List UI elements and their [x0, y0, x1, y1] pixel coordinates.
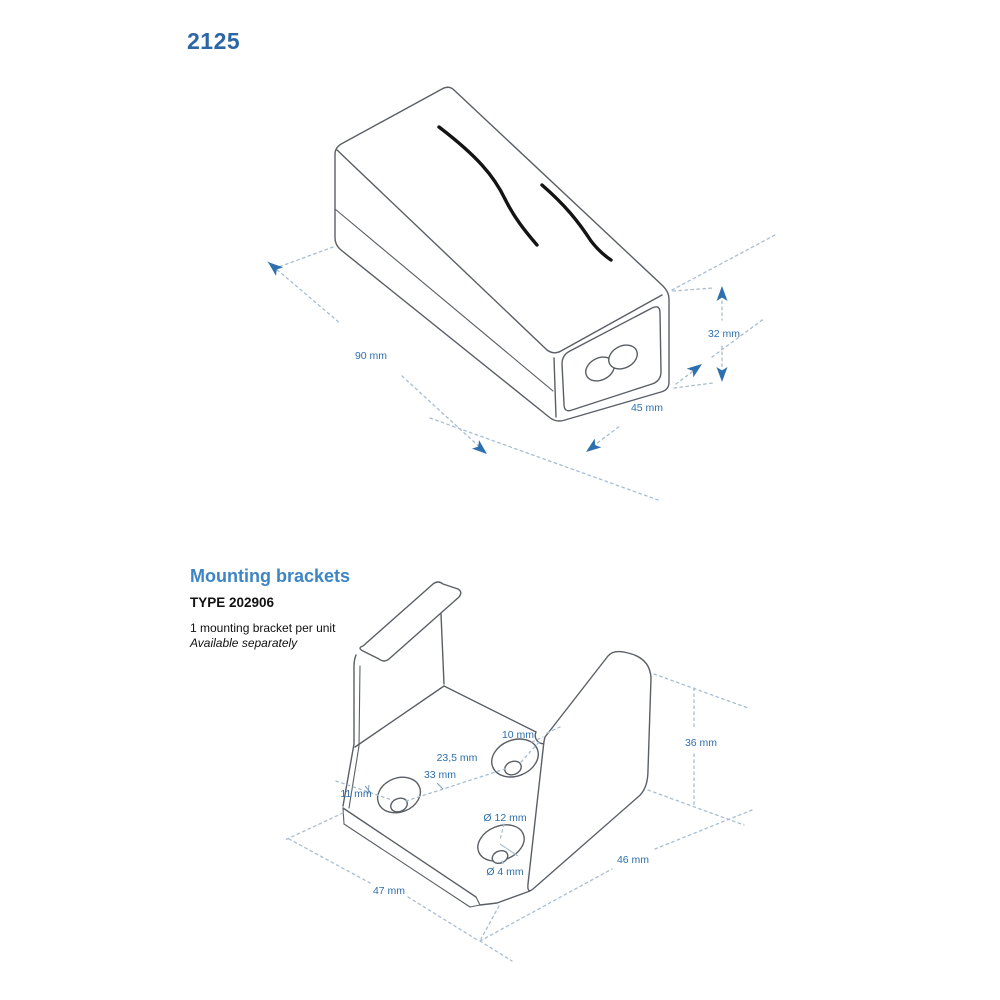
- page-title: 2125: [187, 28, 241, 54]
- dim-label-edge-offset: 11 mm: [340, 788, 372, 800]
- dim-label-hole-pitch-upper: 23,5 mm: [436, 752, 478, 764]
- dim-label-bracket-width: 47 mm: [372, 885, 406, 897]
- arrow-up-right-icon: [687, 360, 706, 378]
- dim-height-32: [708, 286, 740, 382]
- arrow-up-icon: [717, 286, 728, 301]
- bracket-drawing: [285, 582, 752, 961]
- keyhole-left: [372, 771, 426, 819]
- bracket-type-label: TYPE 202906: [190, 595, 275, 610]
- dim-label-bracket-depth: 46 mm: [616, 854, 650, 866]
- dim-label-bracket-height: 36 mm: [684, 737, 718, 749]
- bracket-note-per-unit: 1 mounting bracket per unit: [190, 621, 336, 635]
- dim-label-height: 32 mm: [707, 328, 741, 340]
- arrow-down-left-icon: [583, 439, 602, 457]
- dim-label-length: 90 mm: [354, 350, 388, 362]
- dim-label-width: 45 mm: [630, 402, 664, 414]
- arrow-down-icon: [717, 367, 728, 382]
- bracket-hook-tab: [360, 582, 461, 661]
- hole-bottom: [472, 818, 529, 868]
- bracket-note-available: Available separately: [190, 636, 298, 650]
- dim-label-hole-inner: Ø 4 mm: [486, 866, 524, 878]
- dim-label-notch: 10 mm: [501, 729, 535, 741]
- adapter-drawing: [264, 87, 775, 500]
- bracket-section-heading: Mounting brackets: [190, 566, 351, 586]
- dim-label-hole-outer: Ø 12 mm: [483, 812, 527, 824]
- dim-label-hole-pitch: 33 mm: [423, 769, 457, 781]
- arrow-up-left-icon: [264, 258, 283, 276]
